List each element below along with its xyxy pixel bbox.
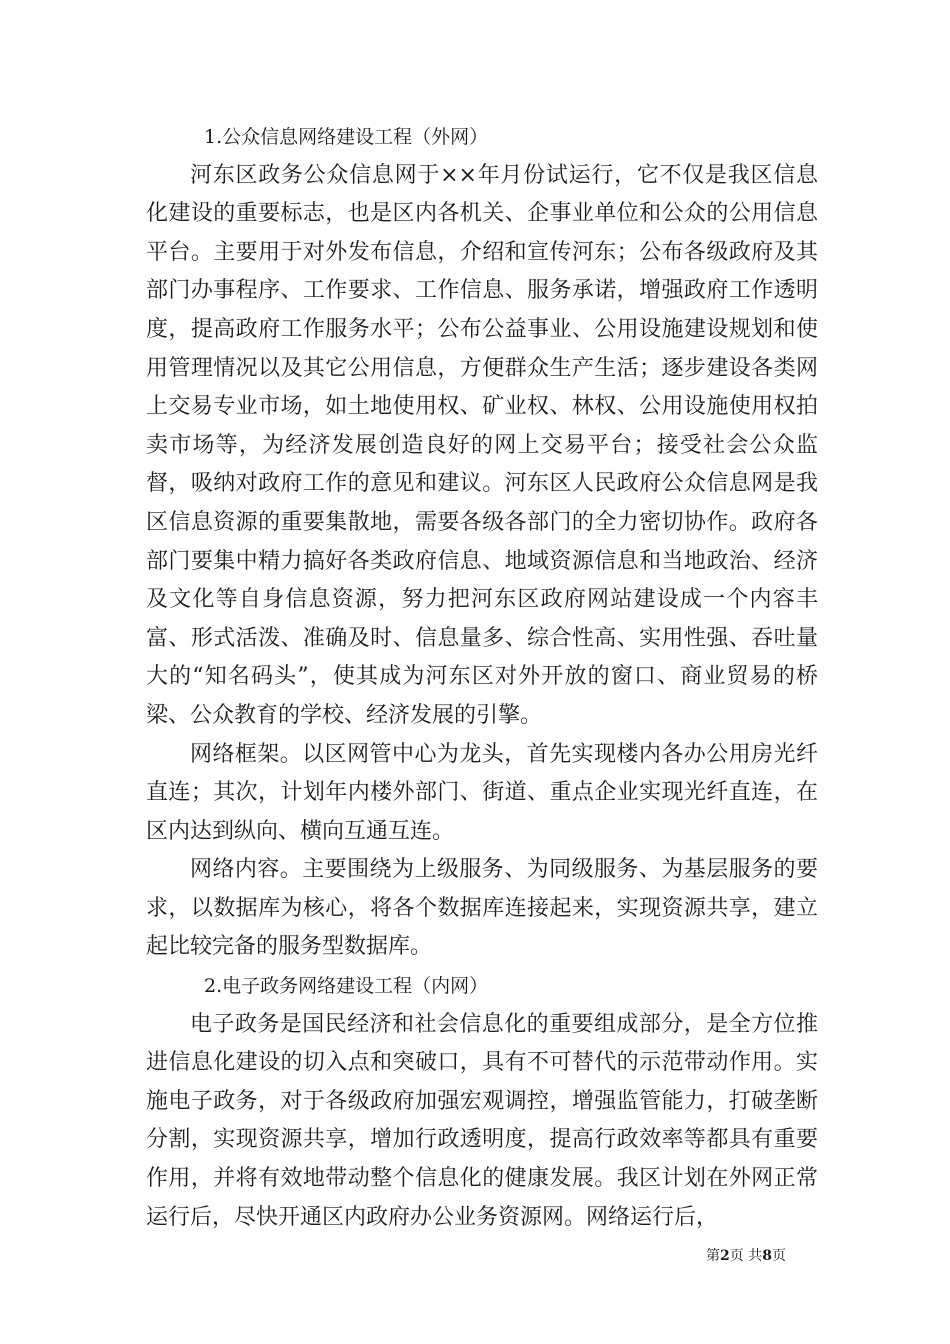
footer-middle: 页 共 (729, 1248, 763, 1264)
section-1-heading: 1.公众信息网络建设工程（外网） (204, 126, 489, 148)
section-2-heading: 2.电子政务网络建设工程（内网） (204, 975, 489, 998)
footer-page-number: 2 (720, 1248, 730, 1264)
document-body (146, 118, 818, 1237)
footer-prefix: 第 (706, 1248, 720, 1264)
section-1-paragraph-2: 网络框架。以区网管中心为龙头，首先实现楼内各办公用房光纤直连；其次，计划年内楼外部门、街道、重点企业实现光纤直连，在区内达到纵向、横向互通互连。 (146, 741, 818, 844)
footer-suffix: 页 (771, 1248, 786, 1264)
footer-total-pages: 8 (762, 1248, 772, 1264)
section-1-paragraph-3: 网络内容。主要围绕为上级服务、为同级服务、为基层服务的要求，以数据库为核心，将各个数据库连接起来，实现资源共享，建立起比较完备的服务型数据库。 (146, 857, 818, 960)
section-1-paragraph-1: 河东区政务公众信息网于××年月份试运行，它不仅是我区信息化建设的重要标志，也是区内各机关、企事业单位和公众的公用信息平台。主要用于对外发布信息，介绍和宣传河东；公布各级政府及其部门办事程序、工作要求、工作信息、服务承诺，增强政府工作透明度，提高政府工作服务水平；公布公益事业、公用设施建设规划和使用管理情况以及其它公用信息，方便群众生产生活；逐步建设各类网上交易专业市场，如土地使用权、矿业权、林权、公用设施使用权拍卖市场等，为经济发展创造良好的网上交易平台；接受社会公众监督，吸纳对政府工作的意见和建议。河东区人民政府公众信息网是我区信息资源的重要集散地，需要各级各部门的全力密切协作。政府各部门要集中精力搞好各类政府信息、地域资源信息和当地政治、经济及文化等自身信息资源，努力把河东区政府网站建设成一个内容丰富、形式活泼、准确及时、信息量多、综合性高、实用性强、吞吐量大的“知名码头”，使其成为河东区对外开放的窗口、商业贸易的桥梁、公众教育的学校、经济发展的引擎。 (146, 162, 818, 728)
section-2-paragraph-1: 电子政务是国民经济和社会信息化的重要组成部分，是全方位推进信息化建设的切入点和突破口，具有不可替代的示范带动作用。实施电子政务，对于各级政府加强宏观调控，增强监管能力，打破垄断分割，实现资源共享，增加行政透明度，提高行政效率等都具有重要作用，并将有效地带动整个信息化的健康发展。我区计划在外网正常运行后，尽快开通区内政府办公业务资源网。网络运行后， (146, 1011, 818, 1230)
page-footer (706, 1247, 786, 1265)
